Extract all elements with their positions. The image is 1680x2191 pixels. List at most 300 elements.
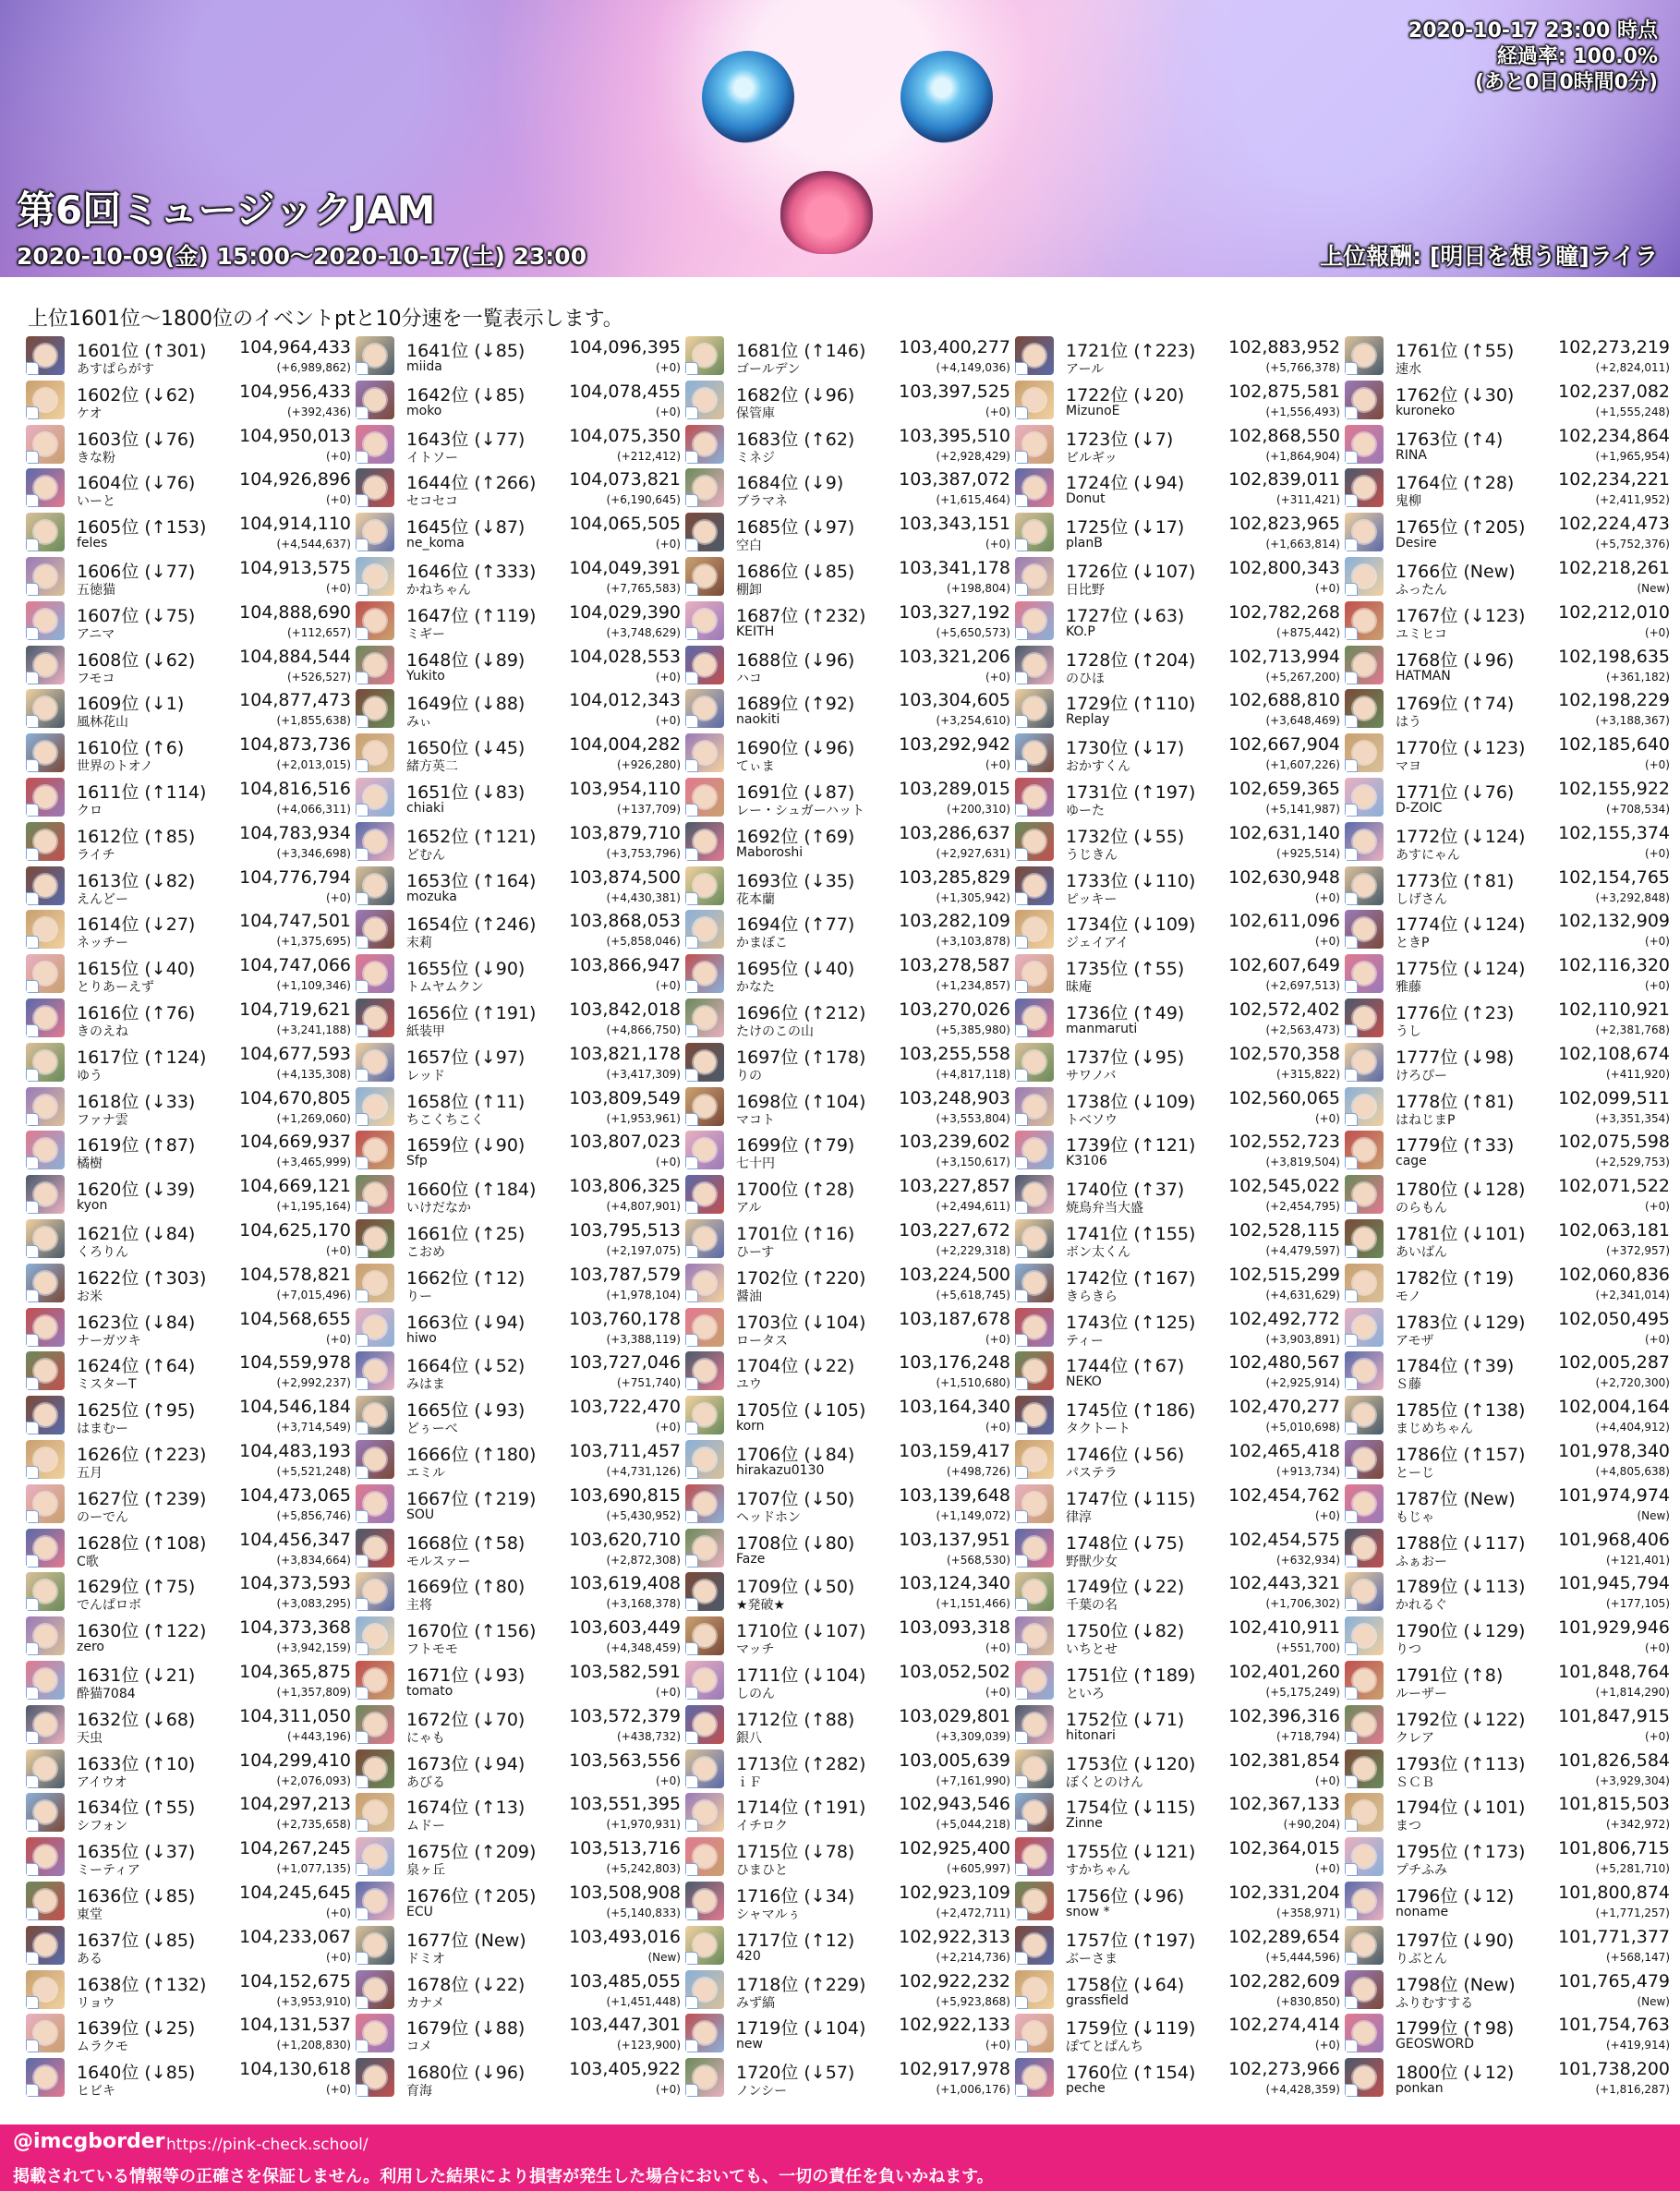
ranking-entry [1345,1262,1670,1306]
ten-minute-speed: (+137,709) [616,803,681,816]
ten-minute-speed: (+0) [1314,935,1340,948]
rank-change: 1646位 (↑333) [406,562,537,582]
idol-avatar-icon [685,1308,724,1347]
ranking-entry [26,1041,351,1085]
ten-minute-speed: (+875,442) [1275,626,1340,639]
ten-minute-speed: (+568,147) [1605,1951,1670,1964]
event-points: 103,842,018 [569,999,681,1020]
idol-avatar-icon [26,1308,65,1347]
rank-change: 1776位 (↑23) [1396,1003,1515,1023]
idol-avatar-icon [1015,1440,1054,1479]
rank-change: 1630位 (↑122) [77,1621,207,1641]
event-points: 102,560,065 [1228,1088,1340,1108]
rank-change: 1764位 (↑28) [1396,473,1515,493]
event-points: 102,631,140 [1228,823,1340,843]
ranking-entry [1015,466,1340,511]
event-points: 103,787,579 [569,1265,681,1285]
producer-name: ビルギッ [1066,451,1118,466]
producer-name: Faze [736,1552,766,1567]
producer-name: トベソウ [1066,1113,1118,1128]
producer-name: プチふみ [1396,1863,1447,1878]
ten-minute-speed: (+0) [1644,979,1670,992]
idol-avatar-icon [1345,381,1384,419]
ten-minute-speed: (+443,196) [286,1730,351,1743]
ten-minute-speed: (+4,348,459) [606,1641,681,1654]
event-points: 103,005,639 [899,1750,1010,1771]
idol-avatar-icon [356,866,394,905]
producer-name: ponkan [1396,2081,1444,2096]
event-title: 第6回ミュージックJAM [17,188,436,233]
header-banner [0,0,1680,277]
idol-avatar-icon [26,513,65,551]
rank-change: 1730位 (↓17) [1066,738,1185,758]
ranking-entry [685,952,1010,997]
ten-minute-speed: (+0) [325,2083,351,2096]
ten-minute-speed: (+3,188,367) [1595,714,1670,727]
ranking-entry [356,1350,681,1394]
event-points: 102,839,011 [1228,469,1340,490]
ten-minute-speed: (+3,309,039) [936,1730,1010,1743]
rank-change: 1683位 (↑62) [736,430,855,450]
ranking-entry [1345,1880,1670,1924]
ranking-entry [26,2056,351,2100]
ten-minute-speed: (+212,412) [616,450,681,463]
ranking-entry [1345,644,1670,688]
event-points: 102,331,204 [1228,1882,1340,1903]
rank-change: 1788位 (↓117) [1396,1533,1526,1554]
ten-minute-speed: (New) [1637,1509,1670,1522]
idol-avatar-icon [1015,822,1054,861]
ranking-entry [26,1173,351,1217]
rank-change: 1728位 (↑204) [1066,650,1196,671]
producer-name: 酔猫7084 [77,1687,136,1701]
event-points: 103,711,457 [569,1441,681,1461]
idol-avatar-icon [356,1749,394,1788]
ten-minute-speed: (+2,381,768) [1595,1023,1670,1036]
rank-change: 1647位 (↑119) [406,606,537,626]
idol-avatar-icon [1015,910,1054,949]
ranking-entry [1015,2012,1340,2056]
rank-change: 1619位 (↑87) [77,1135,196,1156]
producer-name: クロ [77,804,103,818]
event-points: 102,116,320 [1558,955,1670,975]
idol-avatar-icon [26,1351,65,1390]
producer-name: NEKO [1066,1374,1102,1389]
producer-name: ne_koma [406,536,465,551]
idol-avatar-icon [1345,1661,1384,1700]
idol-avatar-icon [26,557,65,596]
event-points: 102,552,723 [1228,1132,1340,1152]
ranking-entry [685,1262,1010,1306]
event-points: 104,888,690 [239,602,351,623]
ranking-entry [685,1835,1010,1880]
ten-minute-speed: (+718,794) [1275,1730,1340,1743]
event-points: 101,929,946 [1558,1617,1670,1638]
event-points: 102,218,261 [1558,558,1670,578]
producer-name: モノ [1396,1289,1421,1304]
idol-avatar-icon [356,1087,394,1126]
idol-avatar-icon [26,1705,65,1744]
ten-minute-speed: (+0) [655,1774,681,1787]
rank-change: 1685位 (↓97) [736,517,855,538]
ranking-entry [685,1483,1010,1527]
twitter-account-link[interactable]: @imcgborder [13,2130,165,2153]
ten-minute-speed: (+3,748,629) [606,626,681,639]
rank-change: 1697位 (↑178) [736,1047,866,1068]
ranking-entry [356,1748,681,1792]
banner-art-right-eye [900,51,993,143]
producer-name: あびる [406,1775,445,1790]
producer-name: KEITH [736,624,775,639]
producer-name: ＳＣＢ [1396,1775,1434,1790]
ranking-entry [356,2012,681,2056]
event-points: 102,410,911 [1228,1617,1340,1638]
producer-name: grassfield [1066,1993,1130,2008]
ten-minute-speed: (+0) [1644,1333,1670,1346]
ranking-entry [26,908,351,952]
ten-minute-speed: (+438,732) [616,1730,681,1743]
ranking-entry [685,1791,1010,1835]
ten-minute-speed: (+4,817,118) [936,1068,1010,1081]
producer-name: 焼鳥弁当大盛 [1066,1201,1143,1216]
ranking-entry [26,1217,351,1262]
rank-change: 1718位 (↑229) [736,1975,866,1995]
ten-minute-speed: (+311,421) [1275,493,1340,506]
idol-avatar-icon [1345,1351,1384,1390]
ten-minute-speed: (+3,168,378) [606,1597,681,1610]
ten-minute-speed: (+5,010,698) [1265,1421,1340,1434]
rank-change: 1604位 (↓76) [77,473,196,493]
rank-change: 1702位 (↑220) [736,1268,866,1289]
rank-change: 1670位 (↑156) [406,1621,537,1641]
idol-avatar-icon [356,468,394,507]
idol-avatar-icon [685,1131,724,1169]
idol-avatar-icon [1015,1661,1054,1700]
rank-change: 1648位 (↓89) [406,650,526,671]
ranking-entry [356,1527,681,1571]
rank-change: 1794位 (↓101) [1396,1798,1526,1818]
ranking-entry [356,1129,681,1173]
producer-name: 七十円 [736,1156,775,1171]
idol-avatar-icon [26,646,65,684]
ranking-entry [356,423,681,467]
idol-avatar-icon [1345,468,1384,507]
event-points: 101,815,503 [1558,1794,1670,1814]
ten-minute-speed: (+3,714,549) [276,1421,351,1434]
ranking-entry [1345,1924,1670,1968]
producer-name: 末莉 [406,936,432,950]
producer-name: パステラ [1066,1466,1118,1481]
idol-avatar-icon [356,954,394,993]
site-url-link[interactable]: https://pink-check.school/ [166,2136,369,2154]
banner-art-mouth [780,171,873,254]
idol-avatar-icon [1345,1175,1384,1214]
producer-name: セコセコ [406,494,458,509]
idol-avatar-icon [1345,601,1384,640]
idol-avatar-icon [1015,1529,1054,1568]
rank-change: 1733位 (↓110) [1066,871,1196,891]
event-points: 102,381,854 [1228,1750,1340,1771]
idol-avatar-icon [1345,1616,1384,1655]
producer-name: KO.P [1066,624,1095,639]
ranking-entry [685,423,1010,467]
event-points: 103,493,016 [569,1927,681,1947]
producer-name: のーでん [77,1510,128,1525]
idol-avatar-icon [26,822,65,861]
idol-avatar-icon [356,1264,394,1302]
ten-minute-speed: (+0) [985,671,1010,684]
event-points: 103,052,502 [899,1662,1010,1682]
event-points: 102,923,109 [899,1882,1010,1903]
producer-name: 保管庫 [736,406,775,421]
ranking-entry [685,1306,1010,1350]
rank-change: 1678位 (↓22) [406,1975,526,1995]
producer-name: 野獣少女 [1066,1555,1118,1569]
rank-change: 1726位 (↓107) [1066,562,1196,582]
event-points: 103,387,072 [899,469,1010,490]
ten-minute-speed: (+913,734) [1275,1465,1340,1478]
idol-avatar-icon [1015,1970,1054,2009]
ten-minute-speed: (+2,472,711) [936,1907,1010,1919]
rank-change: 1668位 (↑58) [406,1533,526,1554]
ten-minute-speed: (+568,530) [946,1554,1010,1567]
ranking-entry [26,1350,351,1394]
producer-name: 棚卸 [736,583,762,598]
producer-name: 花本蘭 [736,892,775,907]
idol-avatar-icon [26,910,65,949]
producer-name: シャマルぅ [736,1907,801,1922]
ten-minute-speed: (+3,648,469) [1265,714,1340,727]
ten-minute-speed: (+1,607,226) [1265,758,1340,771]
producer-name: かなた [736,980,775,995]
producer-name: ジェイアイ [1066,936,1130,950]
rank-change: 1763位 (↑4) [1396,430,1504,450]
ten-minute-speed: (+198,804) [946,582,1010,595]
rank-change: 1798位 (New) [1396,1975,1516,1995]
producer-name: マヨ [1396,759,1421,774]
producer-name: 雅藤 [1396,980,1421,995]
ranking-entry [1015,1129,1340,1173]
producer-name: 五月 [77,1466,103,1481]
rank-change: 1623位 (↓84) [77,1313,196,1333]
event-points: 104,964,433 [239,337,351,357]
ranking-entry [26,1483,351,1527]
event-points: 102,071,522 [1558,1176,1670,1196]
ranking-entry [1345,1041,1670,1085]
rank-change: 1649位 (↓88) [406,694,526,714]
idol-avatar-icon [1015,954,1054,993]
event-points: 102,108,674 [1558,1044,1670,1064]
ranking-entry [26,1659,351,1703]
event-points: 102,545,022 [1228,1176,1340,1196]
ten-minute-speed: (+5,281,710) [1595,1862,1670,1875]
producer-name: 日比野 [1066,583,1105,598]
ten-minute-speed: (+2,494,611) [936,1200,1010,1213]
idol-avatar-icon [1015,866,1054,905]
idol-avatar-icon [26,601,65,640]
rank-change: 1719位 (↓104) [736,2018,866,2039]
idol-avatar-icon [1345,1882,1384,1920]
producer-name: planB [1066,536,1103,551]
ranking-entry [26,1085,351,1130]
rank-change: 1771位 (↓76) [1396,782,1515,803]
ten-minute-speed: (+123,900) [616,2039,681,2052]
event-points: 101,800,874 [1558,1882,1670,1903]
ranking-entry [685,732,1010,776]
producer-name: とりあーえず [77,980,154,995]
idol-avatar-icon [685,910,724,949]
producer-name: SOU [406,1507,435,1522]
rank-change: 1706位 (↓84) [736,1445,855,1465]
ranking-entry [685,644,1010,688]
event-points: 103,139,648 [899,1485,1010,1506]
ten-minute-speed: (+3,083,295) [276,1597,351,1610]
rank-change: 1640位 (↓85) [77,2063,196,2083]
producer-name: ムラクモ [77,2040,128,2054]
event-points: 104,029,390 [569,602,681,623]
event-points: 104,473,065 [239,1485,351,1506]
idol-avatar-icon [26,1043,65,1082]
idol-avatar-icon [26,1616,65,1655]
ten-minute-speed: (+3,388,119) [606,1333,681,1346]
producer-name: かれるぐ [1396,1598,1447,1613]
event-points: 104,670,805 [239,1088,351,1108]
ten-minute-speed: (+0) [325,1244,351,1257]
producer-name: zero [77,1640,104,1654]
ranking-entry [26,1835,351,1880]
rank-change: 1729位 (↑110) [1066,694,1196,714]
event-points: 104,130,618 [239,2059,351,2079]
event-points: 104,152,675 [239,1971,351,1991]
producer-name: ある [77,1952,103,1967]
idol-avatar-icon [1015,1175,1054,1214]
ten-minute-speed: (+2,013,015) [276,758,351,771]
remaining-time: (あと0日0時間0分) [1474,71,1658,94]
rank-change: 1708位 (↓80) [736,1533,855,1554]
rank-change: 1752位 (↓71) [1066,1710,1185,1730]
event-points: 102,050,495 [1558,1309,1670,1329]
ranking-entry [1345,599,1670,644]
ten-minute-speed: (+3,417,309) [606,1068,681,1081]
producer-name: まつ [1396,1819,1421,1834]
ten-minute-speed: (+2,563,473) [1265,1023,1340,1036]
rank-change: 1638位 (↑132) [77,1975,207,1995]
ranking-entry [26,1924,351,1968]
rank-change: 1661位 (↑25) [406,1224,526,1244]
idol-avatar-icon [26,1175,65,1214]
ranking-entry [685,1659,1010,1703]
producer-name: うじきん [1066,848,1118,863]
ranking-entry [685,1394,1010,1438]
rank-change: 1777位 (↓98) [1396,1047,1515,1068]
rank-change: 1671位 (↓93) [406,1665,526,1686]
ranking-entry [1345,1438,1670,1483]
producer-name: アール [1066,362,1105,377]
event-points: 104,233,067 [239,1927,351,1947]
ten-minute-speed: (+1,195,164) [276,1200,351,1213]
event-points: 104,028,553 [569,647,681,667]
idol-avatar-icon [356,1484,394,1523]
rank-change: 1629位 (↑75) [77,1577,196,1597]
ten-minute-speed: (+0) [655,979,681,992]
progress-rate: 経過率: 100.0% [1496,45,1658,68]
producer-name: ぼくとのけん [1066,1775,1143,1790]
rank-change: 1769位 (↑74) [1396,694,1515,714]
idol-avatar-icon [685,954,724,993]
event-points: 104,373,368 [239,1617,351,1638]
rank-change: 1642位 (↓85) [406,385,526,406]
event-points: 102,465,418 [1228,1441,1340,1461]
ten-minute-speed: (+1,965,954) [1595,450,1670,463]
ranking-entry [685,1703,1010,1748]
event-points: 102,443,321 [1228,1573,1340,1593]
producer-name: ライチ [77,848,115,863]
ten-minute-speed: (+1,269,060) [276,1112,351,1125]
idol-avatar-icon [356,381,394,419]
rank-change: 1725位 (↓17) [1066,517,1185,538]
idol-avatar-icon [26,1264,65,1302]
ten-minute-speed: (+4,866,750) [606,1023,681,1036]
event-points: 104,950,013 [239,426,351,446]
idol-avatar-icon [685,1705,724,1744]
ten-minute-speed: (+0) [655,538,681,551]
ranking-entry [1345,952,1670,997]
ranking-entry [356,1306,681,1350]
producer-name: マッチ [736,1642,775,1657]
ten-minute-speed: (+551,700) [1275,1641,1340,1654]
ranking-entry [685,2056,1010,2100]
ten-minute-speed: (+0) [1644,1200,1670,1213]
rank-change: 1679位 (↓88) [406,2018,526,2039]
producer-name: いけだなか [406,1201,471,1216]
ranking-entry [1345,555,1670,599]
event-points: 103,124,340 [899,1573,1010,1593]
event-points: 102,667,904 [1228,734,1340,755]
rank-change: 1684位 (↓9) [736,473,844,493]
ranking-entry [26,687,351,732]
event-points: 103,405,922 [569,2059,681,2079]
idol-avatar-icon [26,1440,65,1479]
event-points: 103,563,556 [569,1750,681,1771]
idol-avatar-icon [1345,733,1384,772]
banner-art-left-eye [702,51,794,143]
idol-avatar-icon [685,557,724,596]
ranking-entry [1345,1306,1670,1350]
idol-avatar-icon [356,1926,394,1965]
event-points: 103,282,109 [899,911,1010,931]
event-points: 102,185,640 [1558,734,1670,755]
idol-avatar-icon [1015,1749,1054,1788]
rank-change: 1746位 (↓56) [1066,1445,1185,1465]
event-points: 104,004,282 [569,734,681,755]
idol-avatar-icon [1345,1043,1384,1082]
ranking-entry [1345,865,1670,909]
ten-minute-speed: (New) [647,1951,681,1964]
ten-minute-speed: (+5,242,803) [606,1862,681,1875]
ten-minute-speed: (+2,076,093) [276,1774,351,1787]
ten-minute-speed: (+1,151,466) [936,1597,1010,1610]
rank-change: 1758位 (↓64) [1066,1975,1185,1995]
producer-name: イチロク [736,1819,788,1834]
event-points: 104,747,066 [239,955,351,975]
ranking-entry [685,1217,1010,1262]
event-points: 102,572,402 [1228,999,1340,1020]
event-points: 102,234,221 [1558,469,1670,490]
rank-change: 1624位 (↑64) [77,1356,196,1376]
event-points: 102,515,299 [1228,1265,1340,1285]
producer-name: 風林花山 [77,715,128,730]
ranking-entry [1345,687,1670,732]
